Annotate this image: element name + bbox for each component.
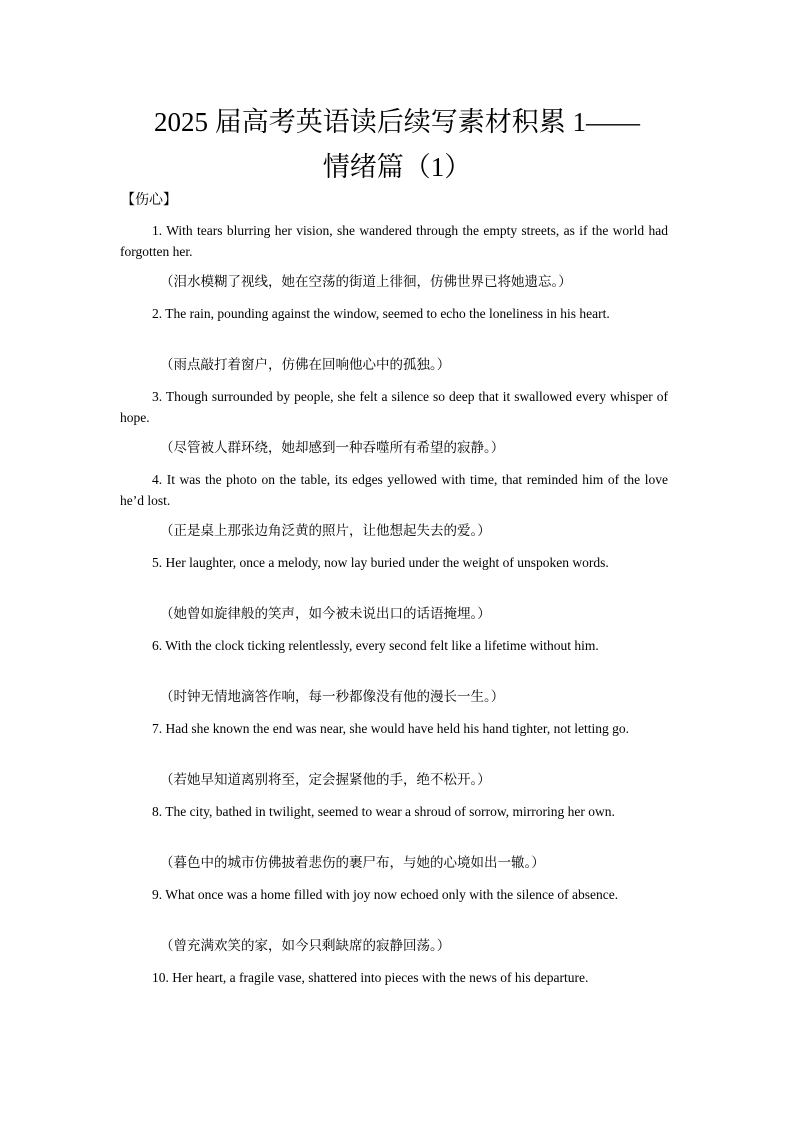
document-title bbox=[100, 100, 694, 190]
sentence-entry-1 bbox=[120, 220, 668, 303]
section-label: 【伤心】 bbox=[121, 192, 177, 208]
chinese-translation: （正是桌上那张边角泛黄的照片，让他想起失去的爱。） bbox=[160, 523, 491, 539]
sentence-entry-8 bbox=[120, 801, 668, 884]
chinese-translation: （若她早知道离别将至，定会握紧他的手，绝不松开。） bbox=[160, 772, 491, 788]
sentence-entry-9 bbox=[120, 884, 668, 967]
chinese-translation: （泪水模糊了视线，她在空荡的街道上徘徊，仿佛世界已将她遗忘。） bbox=[160, 274, 572, 290]
chinese-translation: （时钟无情地滴答作响，每一秒都像没有他的漫长一生。） bbox=[160, 689, 505, 705]
sentence-entry-2 bbox=[120, 303, 668, 386]
chinese-translation: （曾充满欢笑的家，如今只剩缺席的寂静回荡。） bbox=[160, 938, 451, 954]
english-sentence: 8. The city, bathed in twilight, seemed to wear a shroud of sorrow, mirroring her own. bbox=[152, 804, 615, 819]
english-sentence: 9. What once was a home filled with joy now echoed only with the silence of absence. bbox=[152, 887, 619, 902]
sentence-entry-10 bbox=[120, 967, 668, 1009]
sentence-entry-4 bbox=[120, 469, 668, 552]
english-sentence: 4. It was the photo on the table, its edges yellowed with time, that reminded him of the love he’d lost. bbox=[120, 472, 668, 508]
sentence-entry-6 bbox=[120, 635, 668, 718]
chinese-translation: （尽管被人群环绕，她却感到一种吞噬所有希望的寂静。） bbox=[160, 440, 505, 456]
english-sentence: 6. With the clock ticking relentlessly, every second felt like a lifetime without him. bbox=[152, 638, 599, 653]
english-sentence: 10. Her heart, a fragile vase, shattered into pieces with the news of his departure. bbox=[152, 970, 589, 985]
sentence-entry-7 bbox=[120, 718, 668, 801]
english-sentence: 5. Her laughter, once a melody, now lay buried under the weight of unspoken words. bbox=[152, 555, 609, 570]
english-sentence: 7. Had she known the end was near, she would have held his hand tighter, not letting go. bbox=[152, 721, 629, 736]
chinese-translation: （暮色中的城市仿佛披着悲伤的裹尸布，与她的心境如出一辙。） bbox=[160, 855, 545, 871]
sentence-entry-3 bbox=[120, 386, 668, 469]
chinese-translation: （她曾如旋律般的笑声，如今被未说出口的话语掩埋。） bbox=[160, 606, 491, 622]
english-sentence: 2. The rain, pounding against the window, seemed to echo the loneliness in his heart. bbox=[152, 306, 610, 321]
chinese-translation: （雨点敲打着窗户，仿佛在回响他心中的孤独。） bbox=[160, 357, 451, 373]
title-line-2: 情绪篇（1） bbox=[322, 152, 472, 182]
sentence-list bbox=[120, 220, 668, 1009]
english-sentence: 3. Though surrounded by people, she felt a silence so deep that it swallowed every whisper of hope. bbox=[120, 389, 668, 425]
title-line-1: 2025 届高考英语读后续写素材积累 1—— bbox=[154, 107, 640, 137]
sentence-entry-5 bbox=[120, 552, 668, 635]
english-sentence: 1. With tears blurring her vision, she wandered through the empty streets, as if the world had forgotten her. bbox=[120, 223, 668, 259]
